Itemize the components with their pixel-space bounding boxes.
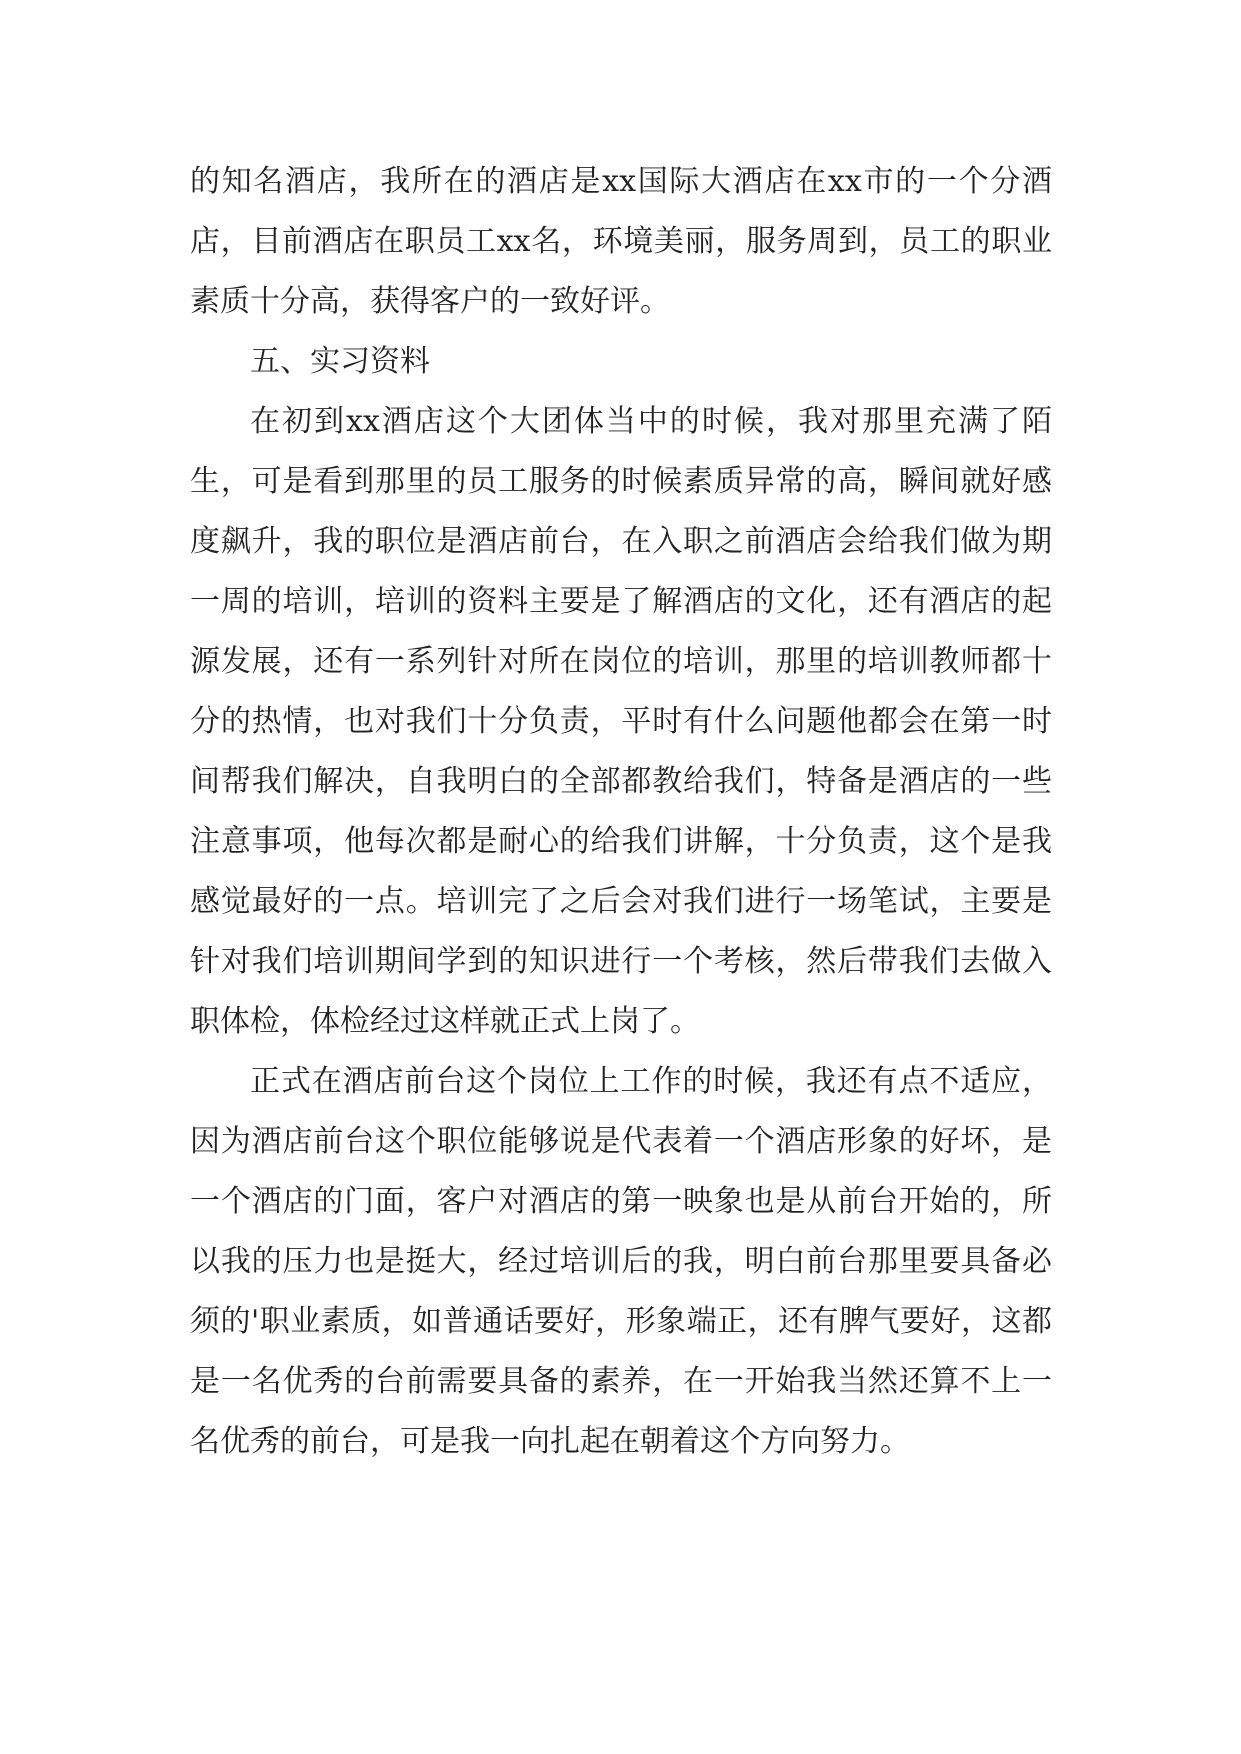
section-heading: 五、实习资料 (250, 344, 430, 379)
paragraph-continuation: 的知名酒店，我所在的酒店是xx国际大酒店在xx市的一个分酒店，目前酒店在职员工xx名，环境美丽，服务周到，员工的职业素质十分高，获得客户的一致好评。 (190, 164, 1052, 319)
document-body (190, 152, 1052, 1472)
paragraph-front-desk: 正式在酒店前台这个岗位上工作的时候，我还有点不适应，因为酒店前台这个职位能够说是代表着一个酒店形象的好坏，是一个酒店的门面，客户对酒店的第一映象也是从前台开始的，所以我的压力也是挺大，经过培训后的我，明白前台那里要具备必须的'职业素质，如普通话要好，形象端正，还有脾气要好，这都是一名优秀的台前需要具备的素养，在一开始我当然还算不上一名优秀的前台，可是我一向扎起在朝着这个方向努力。 (190, 1064, 1052, 1459)
paragraph-training: 在初到xx酒店这个大团体当中的时候，我对那里充满了陌生，可是看到那里的员工服务的时候素质异常的高，瞬间就好感度飙升，我的职位是酒店前台，在入职之前酒店会给我们做为期一周的培训，培训的资料主要是了解酒店的文化，还有酒店的起源发展，还有一系列针对所在岗位的培训，那里的培训教师都十分的热情，也对我们十分负责，平时有什么问题他都会在第一时间帮我们解决，自我明白的全部都教给我们，特备是酒店的一些注意事项，他每次都是耐心的给我们讲解，十分负责，这个是我感觉最好的一点。培训完了之后会对我们进行一场笔试，主要是针对我们培训期间学到的知识进行一个考核，然后带我们去做入职体检，体检经过这样就正式上岗了。 (190, 404, 1052, 1039)
